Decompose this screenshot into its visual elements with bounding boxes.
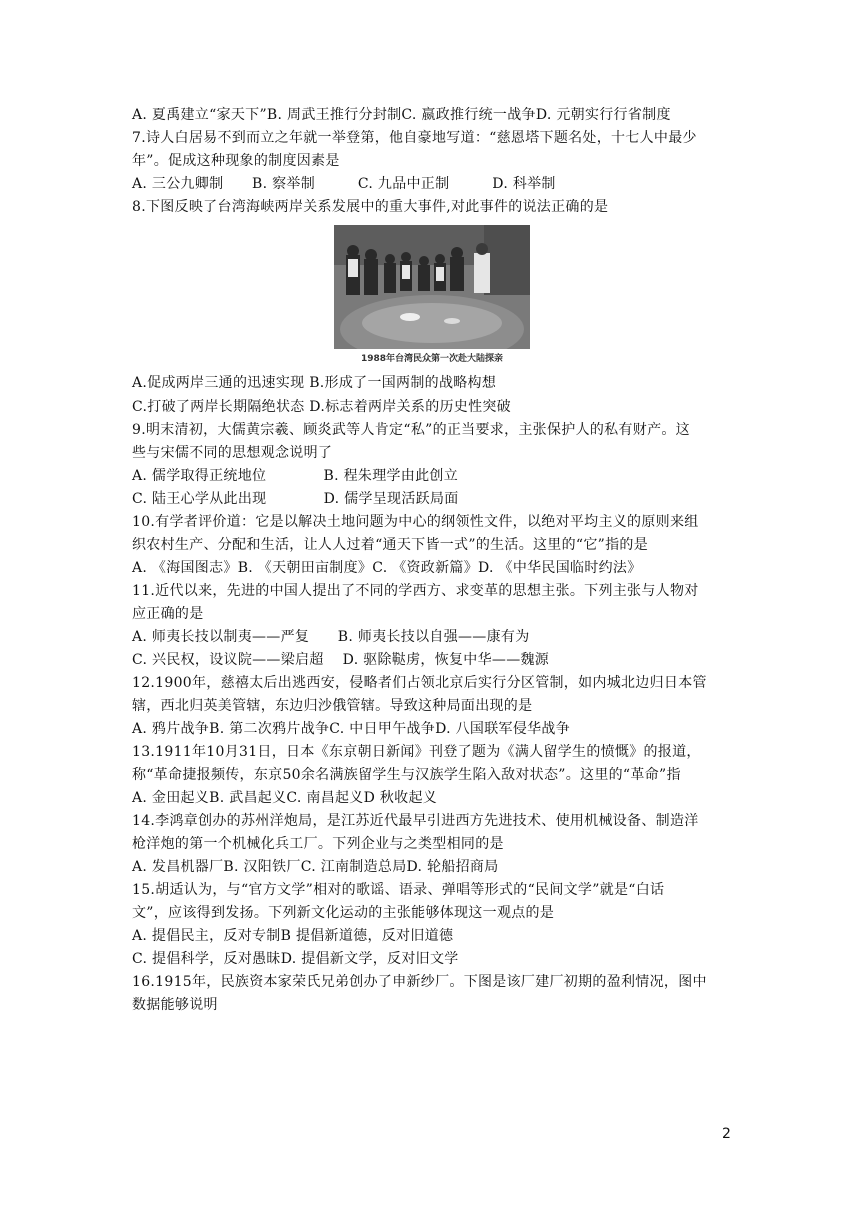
q10-stem-line1: 10.有学者评价道：它是以解决土地问题为中心的纲领性文件，以绝对平均主义的原则来组 [132,514,699,530]
q6-options: A. 夏禹建立“家天下”B. 周武王推行分封制C. 嬴政推行统一战争D. 元朝实行行省制度 [132,107,671,123]
q11-stem-line2: 应正确的是 [132,606,204,622]
q15-options-ab: A. 提倡民主，反对专制B 提倡新道德，反对旧道德 [132,928,454,944]
q11-options-ab: A. 师夷长技以制夷——严复 B. 师夷长技以自强——康有为 [132,629,530,645]
q13-stem-line1: 13.1911年10月31日，日本《东京朝日新闻》刊登了题为《满人留学生的愤慨》的报道， [132,744,701,760]
photo-illustration [334,225,530,349]
q9-stem-line1: 9.明末清初，大儒黄宗羲、顾炎武等人肯定“私”的正当要求，主张保护人的私有财产。这 [132,422,690,438]
q14-stem-line1: 14.李鸿章创办的苏州洋炮局，是江苏近代最早引进西方先进技术、使用机械设备、制造洋 [132,813,699,829]
q8-stem: 8.下图反映了台湾海峡两岸关系发展中的重大事件,对此事件的说法正确的是 [132,199,609,215]
q12-options: A. 鸦片战争B. 第二次鸦片战争C. 中日甲午战争D. 八国联军侵华战争 [132,721,571,737]
q12-stem-line1: 12.1900年，慈禧太后出逃西安，侵略者们占领北京后实行分区管制，如内城北边归日本管 [132,675,707,691]
q9-options-ab: A. 儒学取得正统地位 B. 程朱理学由此创立 [132,468,458,484]
q15-stem-line1: 15.胡适认为，与“官方文学”相对的歌谣、语录、弹唱等形式的“民间文学”就是“白话 [132,882,665,898]
q8-options-cd: C.打破了两岸长期隔绝状态 D.标志着两岸关系的历史性突破 [132,399,511,415]
q10-options: A. 《海国图志》B. 《天朝田亩制度》C. 《资政新篇》D. 《中华民国临时约法》 [132,560,642,576]
q7-options: A. 三公九卿制 B. 察举制 C. 九品中正制 D. 科举制 [132,176,556,192]
q15-stem-line2: 文”，应该得到发扬。下列新文化运动的主张能够体现这一观点的是 [132,905,555,921]
q14-options: A. 发昌机器厂B. 汉阳铁厂C. 江南制造总局D. 轮船招商局 [132,859,499,875]
q9-stem-line2: 些与宋儒不同的思想观念说明了 [132,445,333,461]
q13-stem-line2: 称“革命捷报频传，东京50余名满族留学生与汉族学生陷入敌对状态”。这里的“革命”指 [132,767,681,783]
photo-image [334,225,530,349]
family-visit-photo [334,225,530,369]
q7-stem-line1: 7.诗人白居易不到而立之年就一举登第，他自豪地写道：“慈恩塔下题名处，十七人中最少 [132,130,697,146]
photo-caption: 1988年台湾民众第一次赴大陆探亲 [360,354,504,364]
q11-options-cd: C. 兴民权，设议院——梁启超 D. 驱除鞑虏，恢复中华——魏源 [132,652,550,668]
q8-options-ab: A.促成两岸三通的迅速实现 B.形成了一国两制的战略构想 [132,375,497,391]
q14-stem-line2: 枪洋炮的第一个机械化兵工厂。下列企业与之类型相同的是 [132,836,504,852]
q13-options: A. 金田起义B. 武昌起义C. 南昌起义D 秋收起义 [132,790,438,806]
q16-stem-line2: 数据能够说明 [132,997,218,1013]
q12-stem-line2: 辖，西北归英美管辖，东边归沙俄管辖。导致这种局面出现的是 [132,698,533,714]
q10-stem-line2: 织农村生产、分配和生活，让人人过着“通天下皆一式”的生活。这里的“它”指的是 [132,537,649,553]
page-number: 2 [722,1126,731,1142]
q7-stem-line2: 年”。促成这种现象的制度因素是 [132,153,340,169]
q11-stem-line1: 11.近代以来，先进的中国人提出了不同的学西方、求变革的思想主张。下列主张与人物对 [132,583,699,599]
q15-options-cd: C. 提倡科学，反对愚昧D. 提倡新文学，反对旧文学 [132,951,459,967]
q9-options-cd: C. 陆王心学从此出现 D. 儒学呈现活跃局面 [132,491,459,507]
q16-stem-line1: 16.1915年，民族资本家荣氏兄弟创办了申新纱厂。下图是该厂建厂初期的盈利情况，图中 [132,974,707,990]
